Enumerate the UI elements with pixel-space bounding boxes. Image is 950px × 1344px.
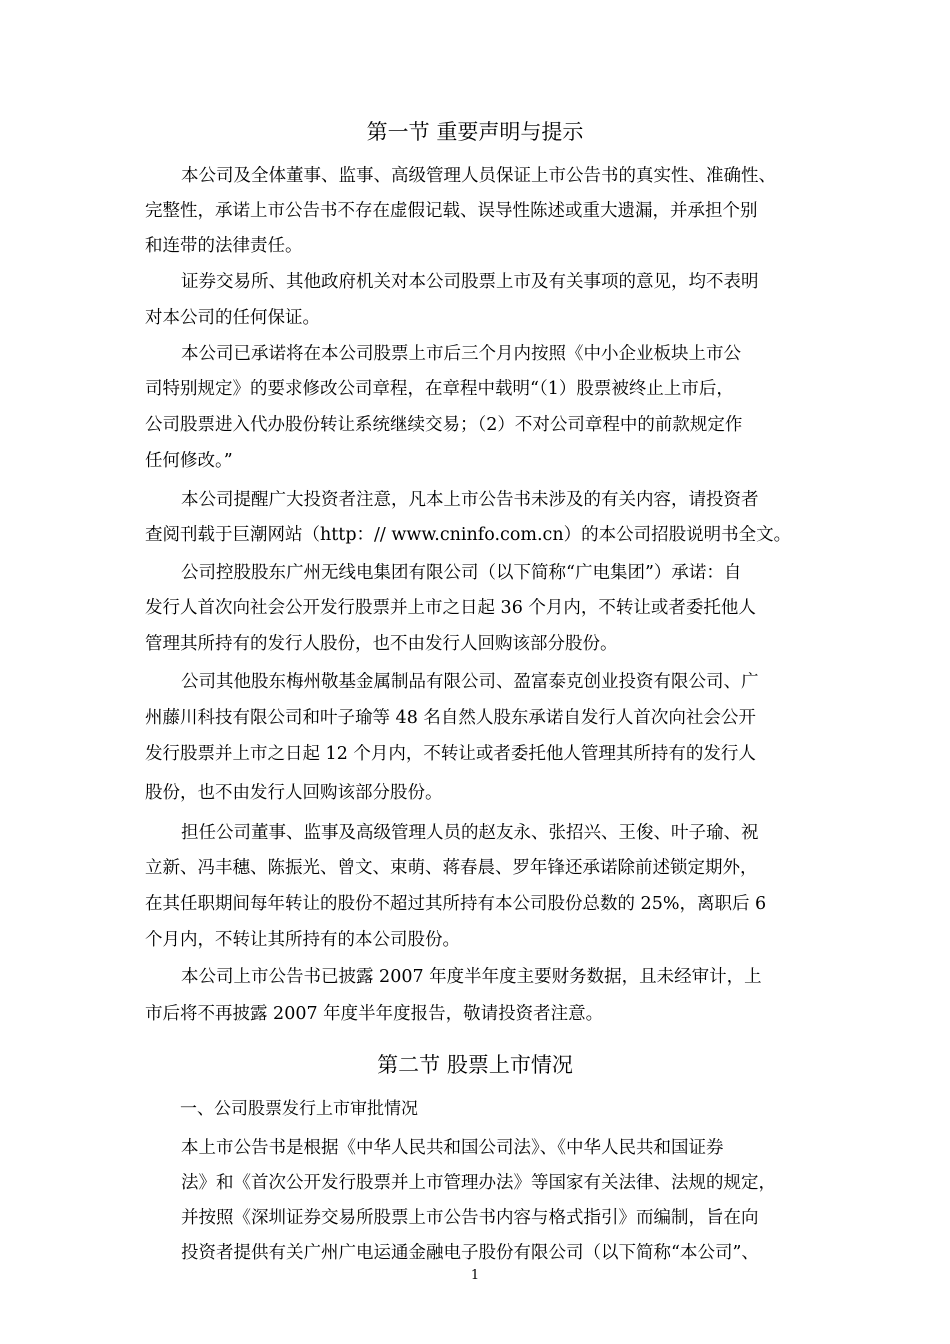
paragraph-line: 任何修改。” [145,451,233,471]
paragraph-line: 州藤川科技有限公司和叶子瑜等 48 名自然人股东承诺自发行人首次向社会公开 [145,708,756,728]
section-1-title: 第一节 重要声明与提示 [366,120,584,144]
paragraph-line: 公司控股股东广州无线电集团有限公司（以下简称“广电集团”）承诺：自 [181,563,742,583]
paragraph-line: 担任公司董事、监事及高级管理人员的赵友永、张招兴、王俊、叶子瑜、祝 [181,823,759,843]
subsection-title: 一、公司股票发行上市审批情况 [180,1099,418,1119]
paragraph-line: 并按照《深圳证券交易所股票上市公告书内容与格式指引》而编制，旨在向 [181,1208,759,1228]
paragraph-line: 对本公司的任何保证。 [145,308,320,328]
paragraph-line: 在其任职期间每年转让的股份不超过其所持有本公司股份总数的 25%，离职后 6 [145,894,767,914]
paragraph-line: 本上市公告书是根据《中华人民共和国公司法》、《中华人民共和国证券 [181,1138,724,1158]
paragraph-line: 查阅刊载于巨潮网站（http：// www.cninfo.com.cn）的本公司招股说明书全文。 [145,525,792,545]
section-2-title: 第二节 股票上市情况 [377,1053,573,1077]
paragraph-line: 公司股票进入代办股份转让系统继续交易；（2）不对公司章程中的前款规定作 [145,415,743,435]
paragraph-line: 本公司已承诺将在本公司股票上市后三个月内按照《中小企业板块上市公 [181,344,741,364]
paragraph-line: 发行股票并上市之日起 12 个月内，不转让或者委托他人管理其所持有的发行人 [145,744,756,764]
paragraph-line: 和连带的法律责任。 [145,236,303,256]
paragraph-line: 本公司上市公告书已披露 2007 年度半年度主要财务数据，且未经审计，上 [181,967,762,987]
paragraph-line: 本公司提醒广大投资者注意，凡本上市公告书未涉及的有关内容，请投资者 [181,490,759,510]
paragraph-line: 管理其所持有的发行人股份，也不由发行人回购该部分股份。 [145,634,618,654]
paragraph-line: 司特别规定》的要求修改公司章程，在章程中载明“（1）股票被终止上市后， [145,379,734,399]
paragraph-line: 证券交易所、其他政府机关对本公司股票上市及有关事项的意见，均不表明 [181,272,759,292]
paragraph-line: 股份，也不由发行人回购该部分股份。 [145,783,443,803]
paragraph-line: 法》和《首次公开发行股票并上市管理办法》等国家有关法律、法规的规定， [181,1173,776,1193]
paragraph-line: 立新、冯丰穗、陈振光、曾文、束萌、蒋春晨、罗年锋还承诺除前述锁定期外， [145,858,758,878]
paragraph-line: 市后将不再披露 2007 年度半年度报告，敬请投资者注意。 [145,1004,604,1024]
paragraph-line: 投资者提供有关广州广电运通金融电子股份有限公司（以下简称“本公司”、 [181,1243,759,1263]
paragraph-line: 本公司及全体董事、监事、高级管理人员保证上市公告书的真实性、准确性、 [181,166,776,186]
paragraph-line: 发行人首次向社会公开发行股票并上市之日起 36 个月内，不转让或者委托他人 [145,598,756,618]
paragraph-line: 个月内，不转让其所持有的本公司股份。 [145,930,460,950]
paragraph-line: 完整性，承诺上市公告书不存在虚假记载、误导性陈述或重大遗漏，并承担个别 [145,201,758,221]
paragraph-line: 公司其他股东梅州敬基金属制品有限公司、盈富泰克创业投资有限公司、广 [181,672,759,692]
page-number: 1 [470,1268,480,1283]
